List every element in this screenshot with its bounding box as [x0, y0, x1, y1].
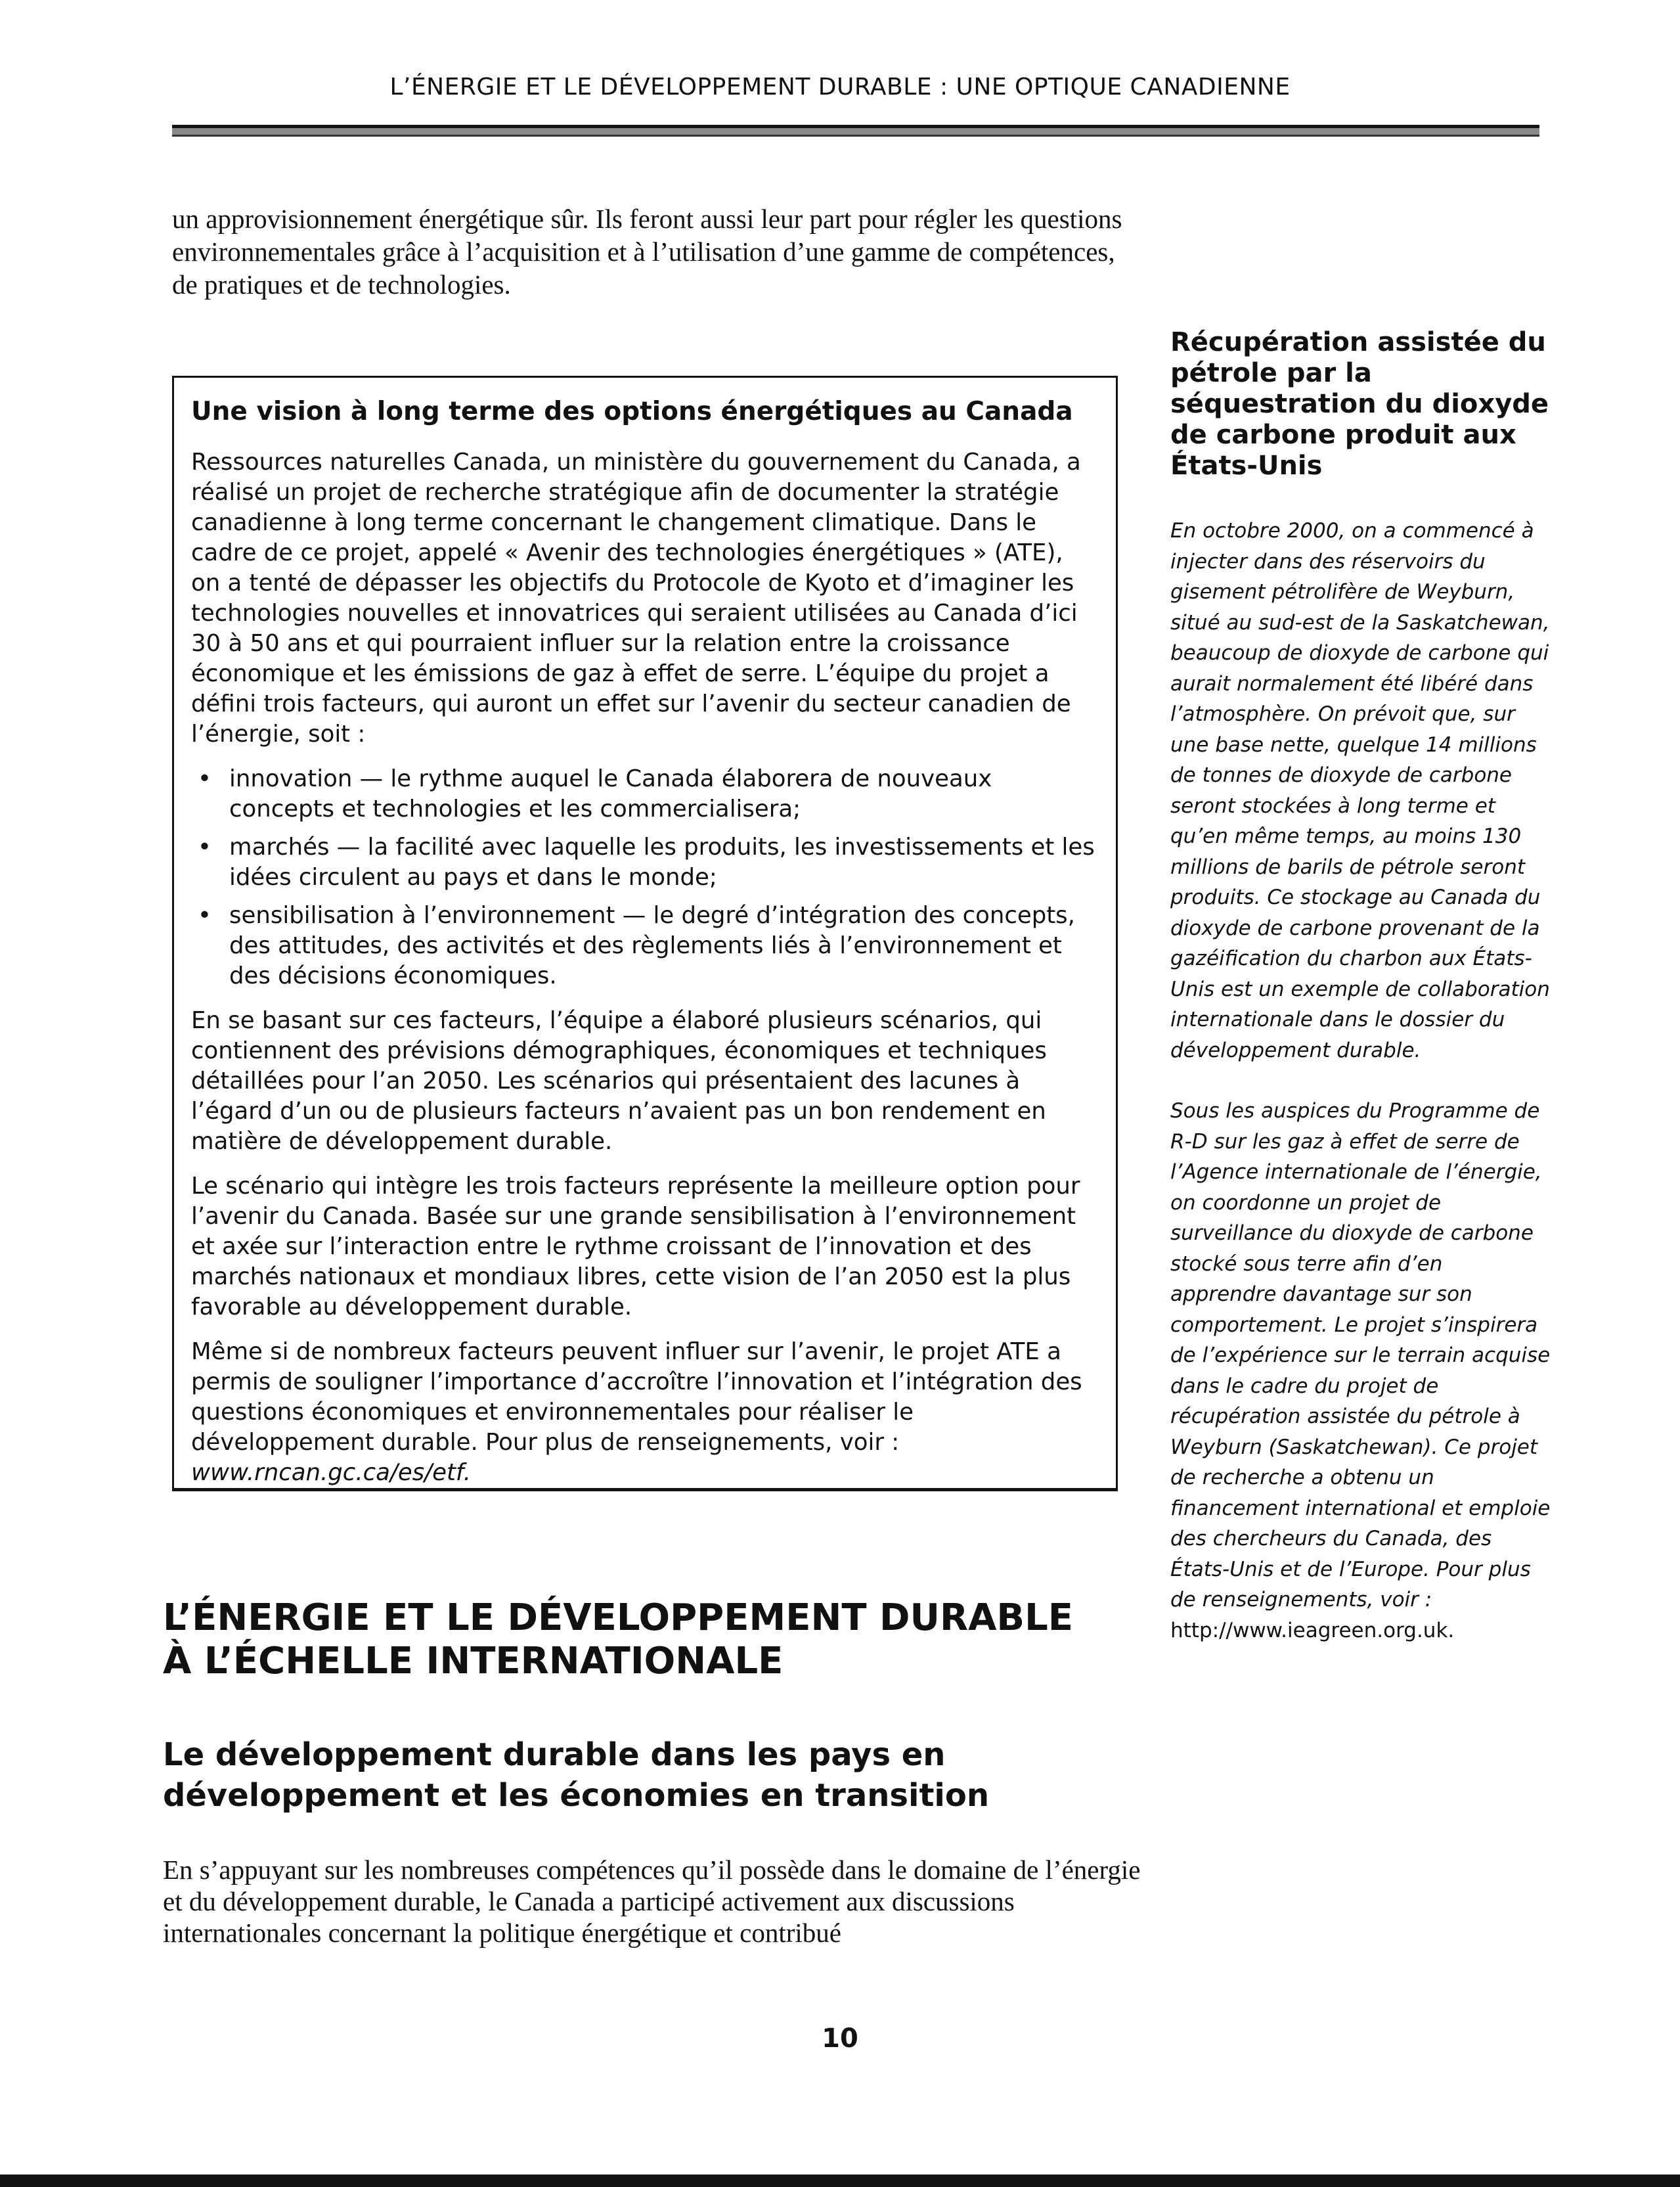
list-item: [191, 764, 1096, 824]
header-rule: [172, 125, 1539, 137]
list-item-text: innovation — le rythme auquel le Canada élaborera de nouveaux concepts et technologies et les commercialisera;: [229, 765, 992, 823]
sidebar-paragraph-2: [1170, 1096, 1551, 1646]
subsection-title-line-1: Le développement durable dans les pays en: [163, 1736, 946, 1773]
vision-paragraph-1: Ressources naturelles Canada, un ministère du gouvernement du Canada, a réalisé un projet de recherche stratégique afin de documenter la stratégie canadienne à long terme concernant le changement climatique. Dans le cadre de ce projet, appelé « Avenir des technologies énergétiques » (ATE), on a tenté de dépasser les objectifs du Protocole de Kyoto et d’imaginer les technologies nouvelles et innovatrices qui seraient utilisées au Canada d’ici 30 à 50 ans et qui pourraient influer sur la relation entre la croissance économique et les émissions de gaz à effet de serre. L’équipe du projet a défini trois facteurs, qui auront un effet sur l’avenir du secteur canadien de l’énergie, soit :: [191, 449, 1081, 748]
page-number: 10: [822, 2023, 858, 2054]
etf-link[interactable]: www.rncan.gc.ca/es/etf.: [191, 1459, 472, 1486]
factor-list: [191, 764, 1096, 991]
vision-box: [172, 376, 1118, 1491]
section-title-line-2: À L’ÉCHELLE INTERNATIONALE: [163, 1640, 784, 1682]
list-item: [191, 832, 1096, 893]
running-head: L’ÉNERGIE ET LE DÉVELOPPEMENT DURABLE : UNE OPTIQUE CANADIENNE: [389, 74, 1291, 101]
vision-paragraph-2: En se basant sur ces facteurs, l’équipe a élaboré plusieurs scénarios, qui contiennent des prévisions démographiques, économiques et techniques détaillées pour l’an 2050. Les scénarios qui présentaient des lacunes à l’égard d’un ou de plusieurs facteurs n’avaient pas un bon rendement en matière de développement durable.: [191, 1007, 1047, 1155]
list-item: [191, 901, 1096, 991]
section-title: [163, 1596, 1214, 1683]
vision-paragraph-4: [191, 1337, 1096, 1488]
sidebar: [1170, 327, 1551, 1676]
list-item-text: sensibilisation à l’environnement — le degré d’intégration des concepts, des attitudes, des activités et des règlements liés à l’environnement et des décisions économiques.: [229, 902, 1075, 989]
list-item-text: marchés — la facilité avec laquelle les produits, les investissements et les idées circulent au pays et dans le monde;: [229, 834, 1095, 891]
sidebar-title: Récupération assistée du pétrole par la séquestration du dioxyde de carbone produit aux États-Unis: [1170, 327, 1549, 481]
bullet-icon: •: [198, 834, 211, 861]
bullet-icon: •: [198, 902, 211, 929]
closing-paragraph: En s’appuyant sur les nombreuses compétences qu’il possède dans le domaine de l’énergie et du développement durable, le Canada a participé activement aux discussions internationales concernant la politique énergétique et contribué: [163, 1855, 1141, 1948]
intro-paragraph: un approvisionnement énergétique sûr. Ils feront aussi leur part pour régler les questions environnementales grâce à l’acquisition et à l’utilisation d’une gamme de compétences, de pratiques et de technologies.: [172, 204, 1122, 300]
sidebar-paragraph-1: En octobre 2000, on a commencé à injecter dans des réservoirs du gisement pétrolifère de Weyburn, situé au sud-est de la Saskatchewan, beaucoup de dioxyde de carbone qui aurait normalement été libéré dans l’atmosphère. On prévoit que, sur une base nette, quelque 14 millions de tonnes de dioxyde de carbone seront stockées à long terme et qu’en même temps, au moins 130 millions de barils de pétrole seront produits. Ce stockage au Canada du dioxyde de carbone provenant de la gazéification du charbon aux États-Unis est un exemple de collaboration internationale dans le dossier du développement durable.: [1170, 519, 1550, 1062]
sidebar-paragraph-2-text: Sous les auspices du Programme de R-D sur les gaz à effet de serre de l’Agence internationale de l’énergie, on coordonne un projet de surveillance du dioxyde de carbone stocké sous terre afin d’en apprendre davantage sur son comportement. Le projet s’inspirera de l’expérience sur le terrain acquise dans le cadre du projet de récupération assistée du pétrole à Weyburn (Saskatchewan). Ce projet de recherche a obtenu un financement international et emploie des chercheurs du Canada, des États-Unis et de l’Europe. Pour plus de renseignements, voir :: [1170, 1099, 1551, 1612]
bullet-icon: •: [198, 765, 211, 792]
section-title-line-1: L’ÉNERGIE ET LE DÉVELOPPEMENT DURABLE: [163, 1596, 1074, 1639]
ieagreen-link[interactable]: http://www.ieagreen.org.uk.: [1170, 1618, 1455, 1642]
subsection-title: [163, 1734, 1214, 1816]
subsection-title-line-2: développement et les économies en transition: [163, 1777, 989, 1814]
vision-paragraph-4-text: Même si de nombreux facteurs peuvent influer sur l’avenir, le projet ATE a permis de souligner l’importance d’accroître l’innovation et l’intégration des questions économiques et environnementales pour réaliser le développement durable. Pour plus de renseignements, voir :: [191, 1338, 1082, 1456]
bottom-border: [0, 2175, 1680, 2187]
vision-box-title: Une vision à long terme des options énergétiques au Canada: [191, 397, 1073, 426]
vision-paragraph-3: Le scénario qui intègre les trois facteurs représente la meilleure option pour l’avenir du Canada. Basée sur une grande sensibilisation à l’environnement et axée sur l’interaction entre le rythme croissant de l’innovation et des marchés nationaux et mondiaux libres, cette vision de l’an 2050 est la plus favorable au développement durable.: [191, 1173, 1080, 1320]
